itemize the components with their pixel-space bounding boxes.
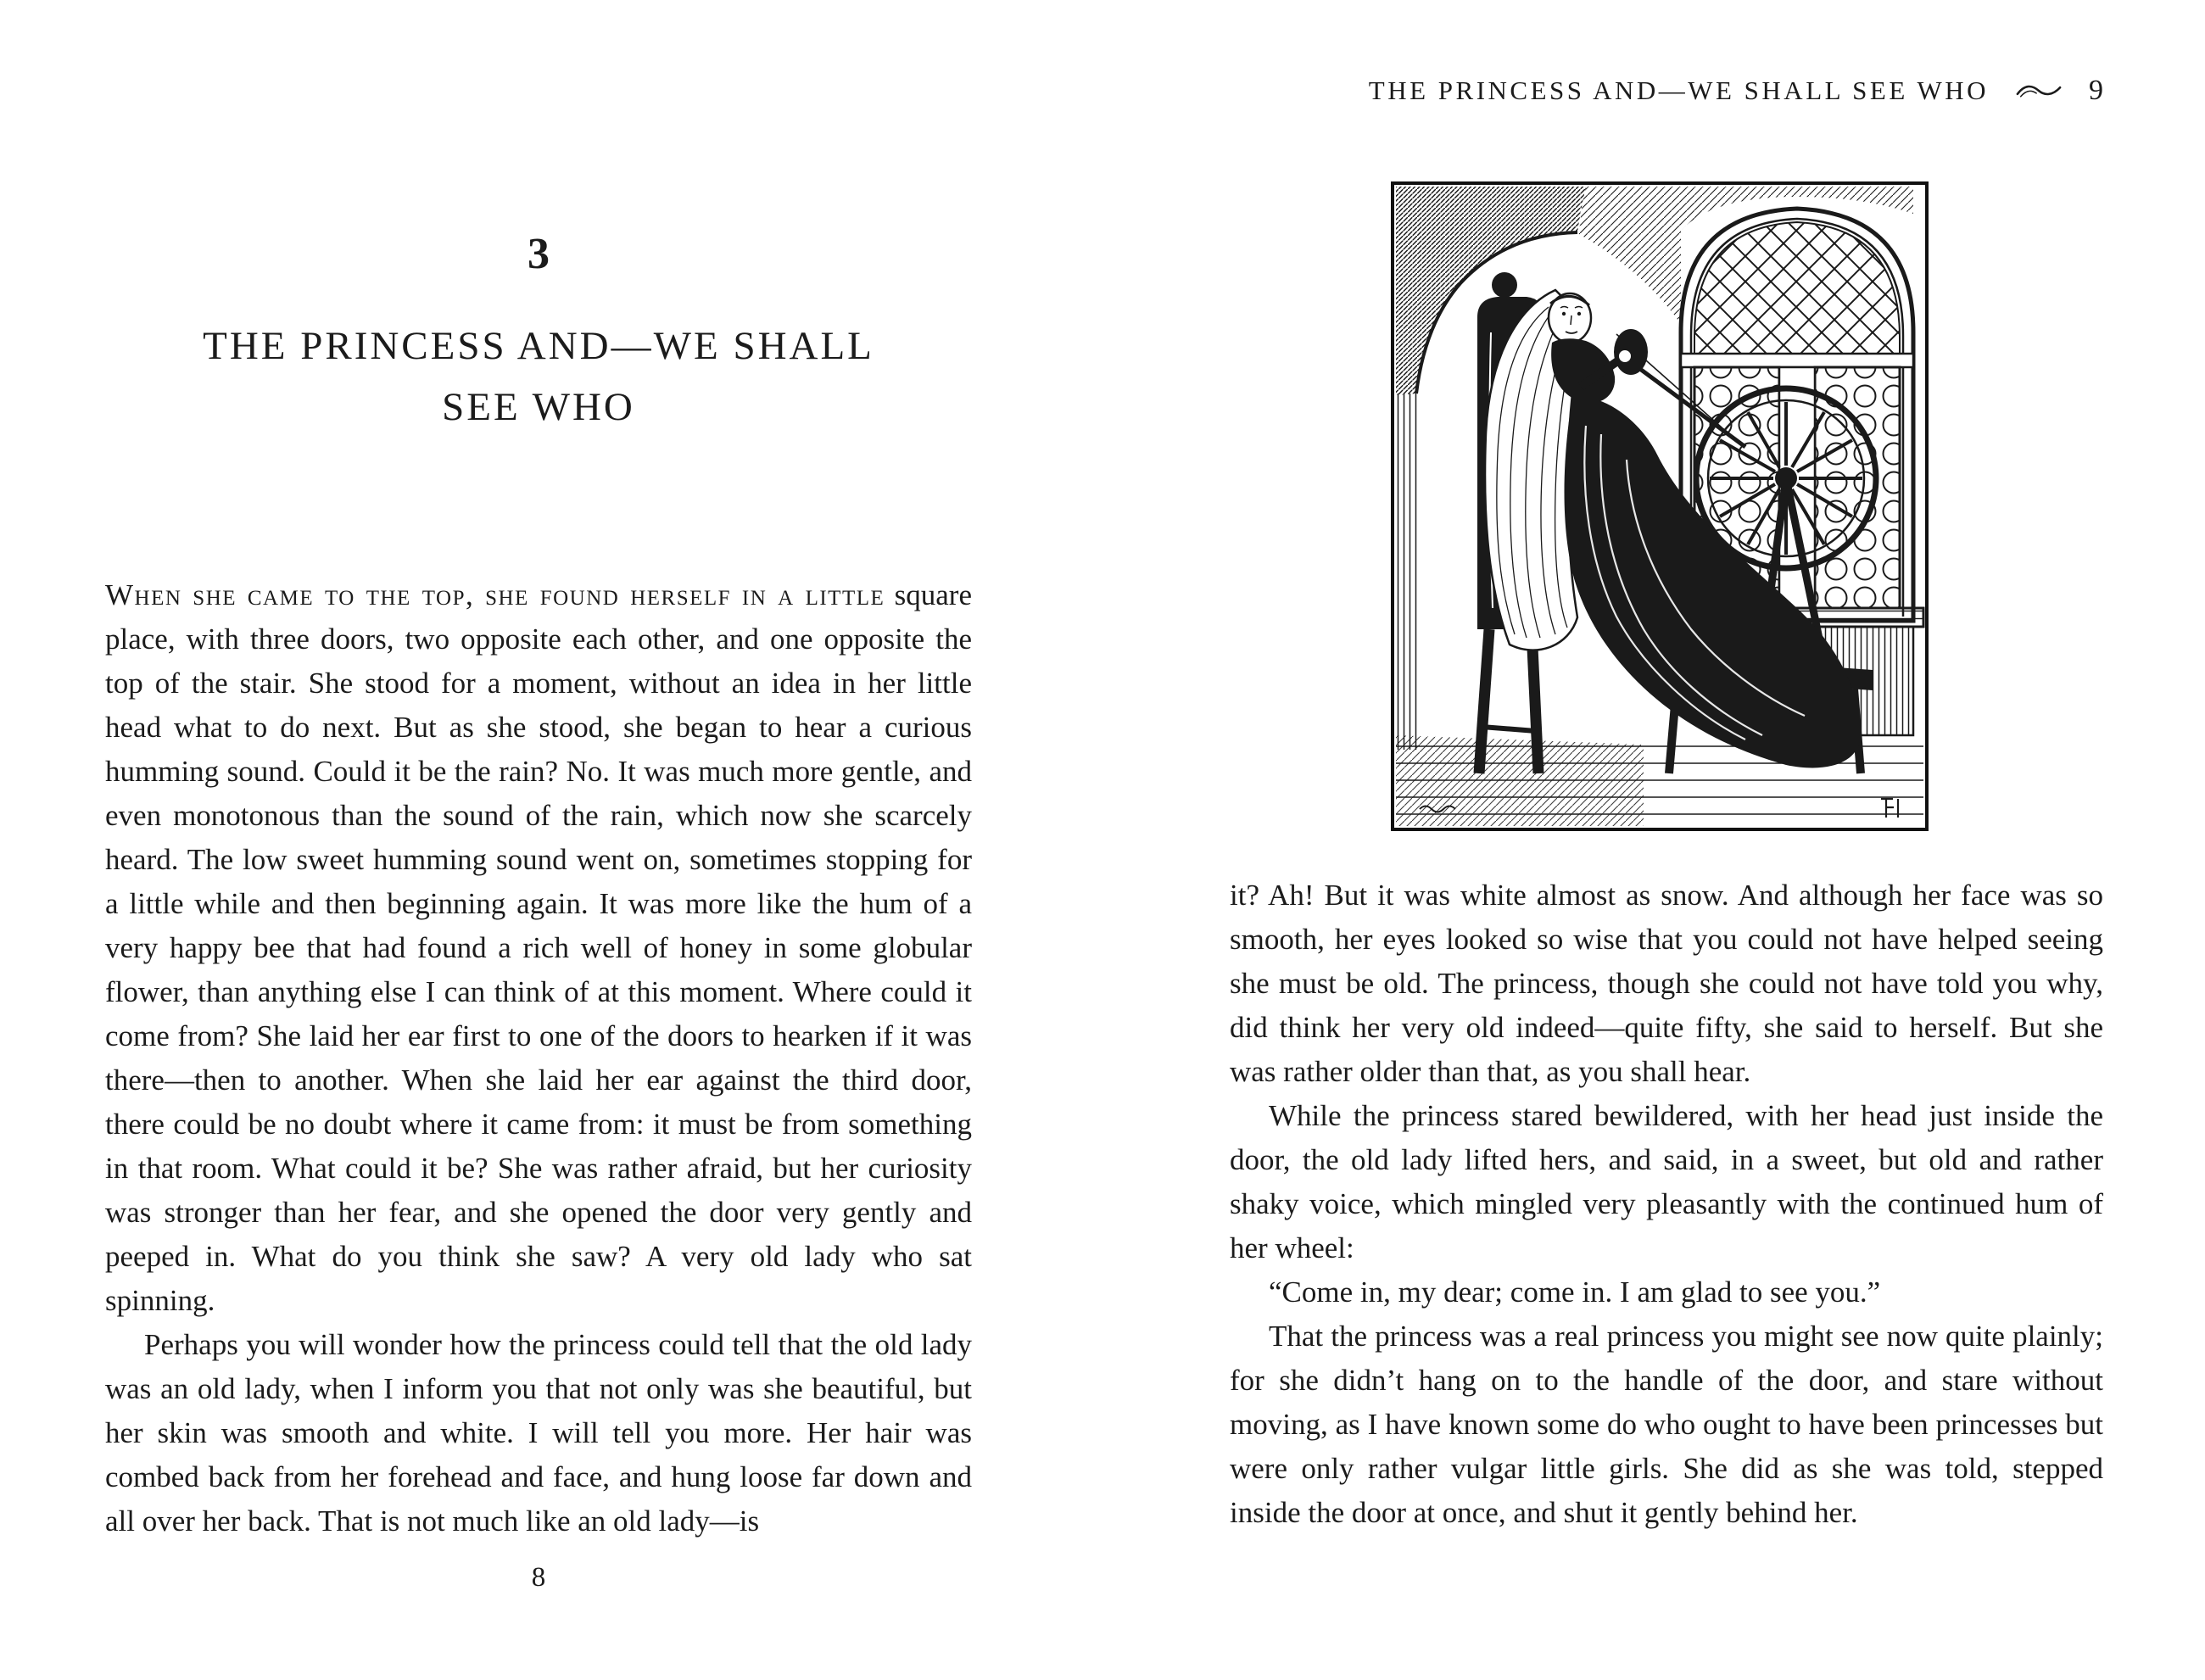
running-header xyxy=(1230,75,2103,107)
body-paragraph xyxy=(105,573,972,1323)
opening-smallcaps-line: When she came to the top, she found herself in a little xyxy=(105,578,885,611)
right-page-body xyxy=(1230,873,2103,1535)
left-page-number: 8 xyxy=(531,1562,546,1593)
right-page-number: 9 xyxy=(2089,75,2103,106)
left-page-body xyxy=(105,573,972,1543)
opening-continuation: square place, with three doors, two opposite each other, and one opposite the top of the stair. She stood for a moment, without an idea in her little head what to do next. But as she stood, she began to hear a curious humming sound. Could it be the rain? No. It was much more gentle, and even monotonous than the sound of the rain, which now she scarcely heard. The low sweet humming sound went on, sometimes stopping for a little while and then beginning again. It was more like the hum of a very happy bee that had found a rich well of honey in some globular flower, than anything else I can think of at this moment. Where could it come from? She laid her ear first to one of the doors to hearken if it was there—then to another. When she laid her ear against the third door, there could be no doubt where it came from: it must be from something in that room. What could it be? She was rather afraid, but her curiosity was stronger than her fear, and she opened the door very gently and peeped in. What do you think she saw? A very old lady who sat spinning. xyxy=(105,578,972,1317)
chapter-title-line1: THE PRINCESS AND—WE SHALL xyxy=(203,324,874,368)
body-paragraph: While the princess stared bewildered, with her head just inside the door, the old lady lifted hers, and said, in a sweet, but old and rather shaky voice, which mingled very pleasantly with the continued hum of her wheel: xyxy=(1230,1099,2103,1264)
running-header-title: THE PRINCESS AND—WE SHALL SEE WHO xyxy=(1368,75,1989,105)
woodcut-engraving xyxy=(1389,180,1930,833)
body-paragraph: Perhaps you will wonder how the princess could tell that the old lady was an old lady, when I inform you that not only was she beautiful, but her skin was smooth and white. I will tell you more. Her hair was combed back from her forehead and face, and hung loose far down and all over her back. That is not much like an old lady—is xyxy=(105,1328,972,1538)
body-paragraph: it? Ah! But it was white almost as snow. And although her face was so smooth, her eyes looked so wise that you could not have helped seeing she must be old. The princess, though she could not have told you why, did think her very old indeed—quite fifty, she said to herself. But she was rather older than that, as you shall hear. xyxy=(1230,879,2103,1088)
body-paragraph: That the princess was a real princess you might see now quite plainly; for she didn’t hang on to the handle of the door, and stare without moving, as I have known some do who ought to have been princesses but were only rather vulgar little girls. She did as she was told, stepped inside the door at once, and shut it gently behind her. xyxy=(1230,1320,2103,1529)
body-paragraph: “Come in, my dear; come in. I am glad to see you.” xyxy=(1269,1275,1881,1309)
swash-ornament-icon xyxy=(2014,81,2063,101)
old-lady-spinning-illustration xyxy=(1389,180,1930,833)
chapter-title-line2: SEE WHO xyxy=(442,385,635,429)
chapter-title xyxy=(105,315,972,438)
chapter-number: 3 xyxy=(528,230,550,278)
